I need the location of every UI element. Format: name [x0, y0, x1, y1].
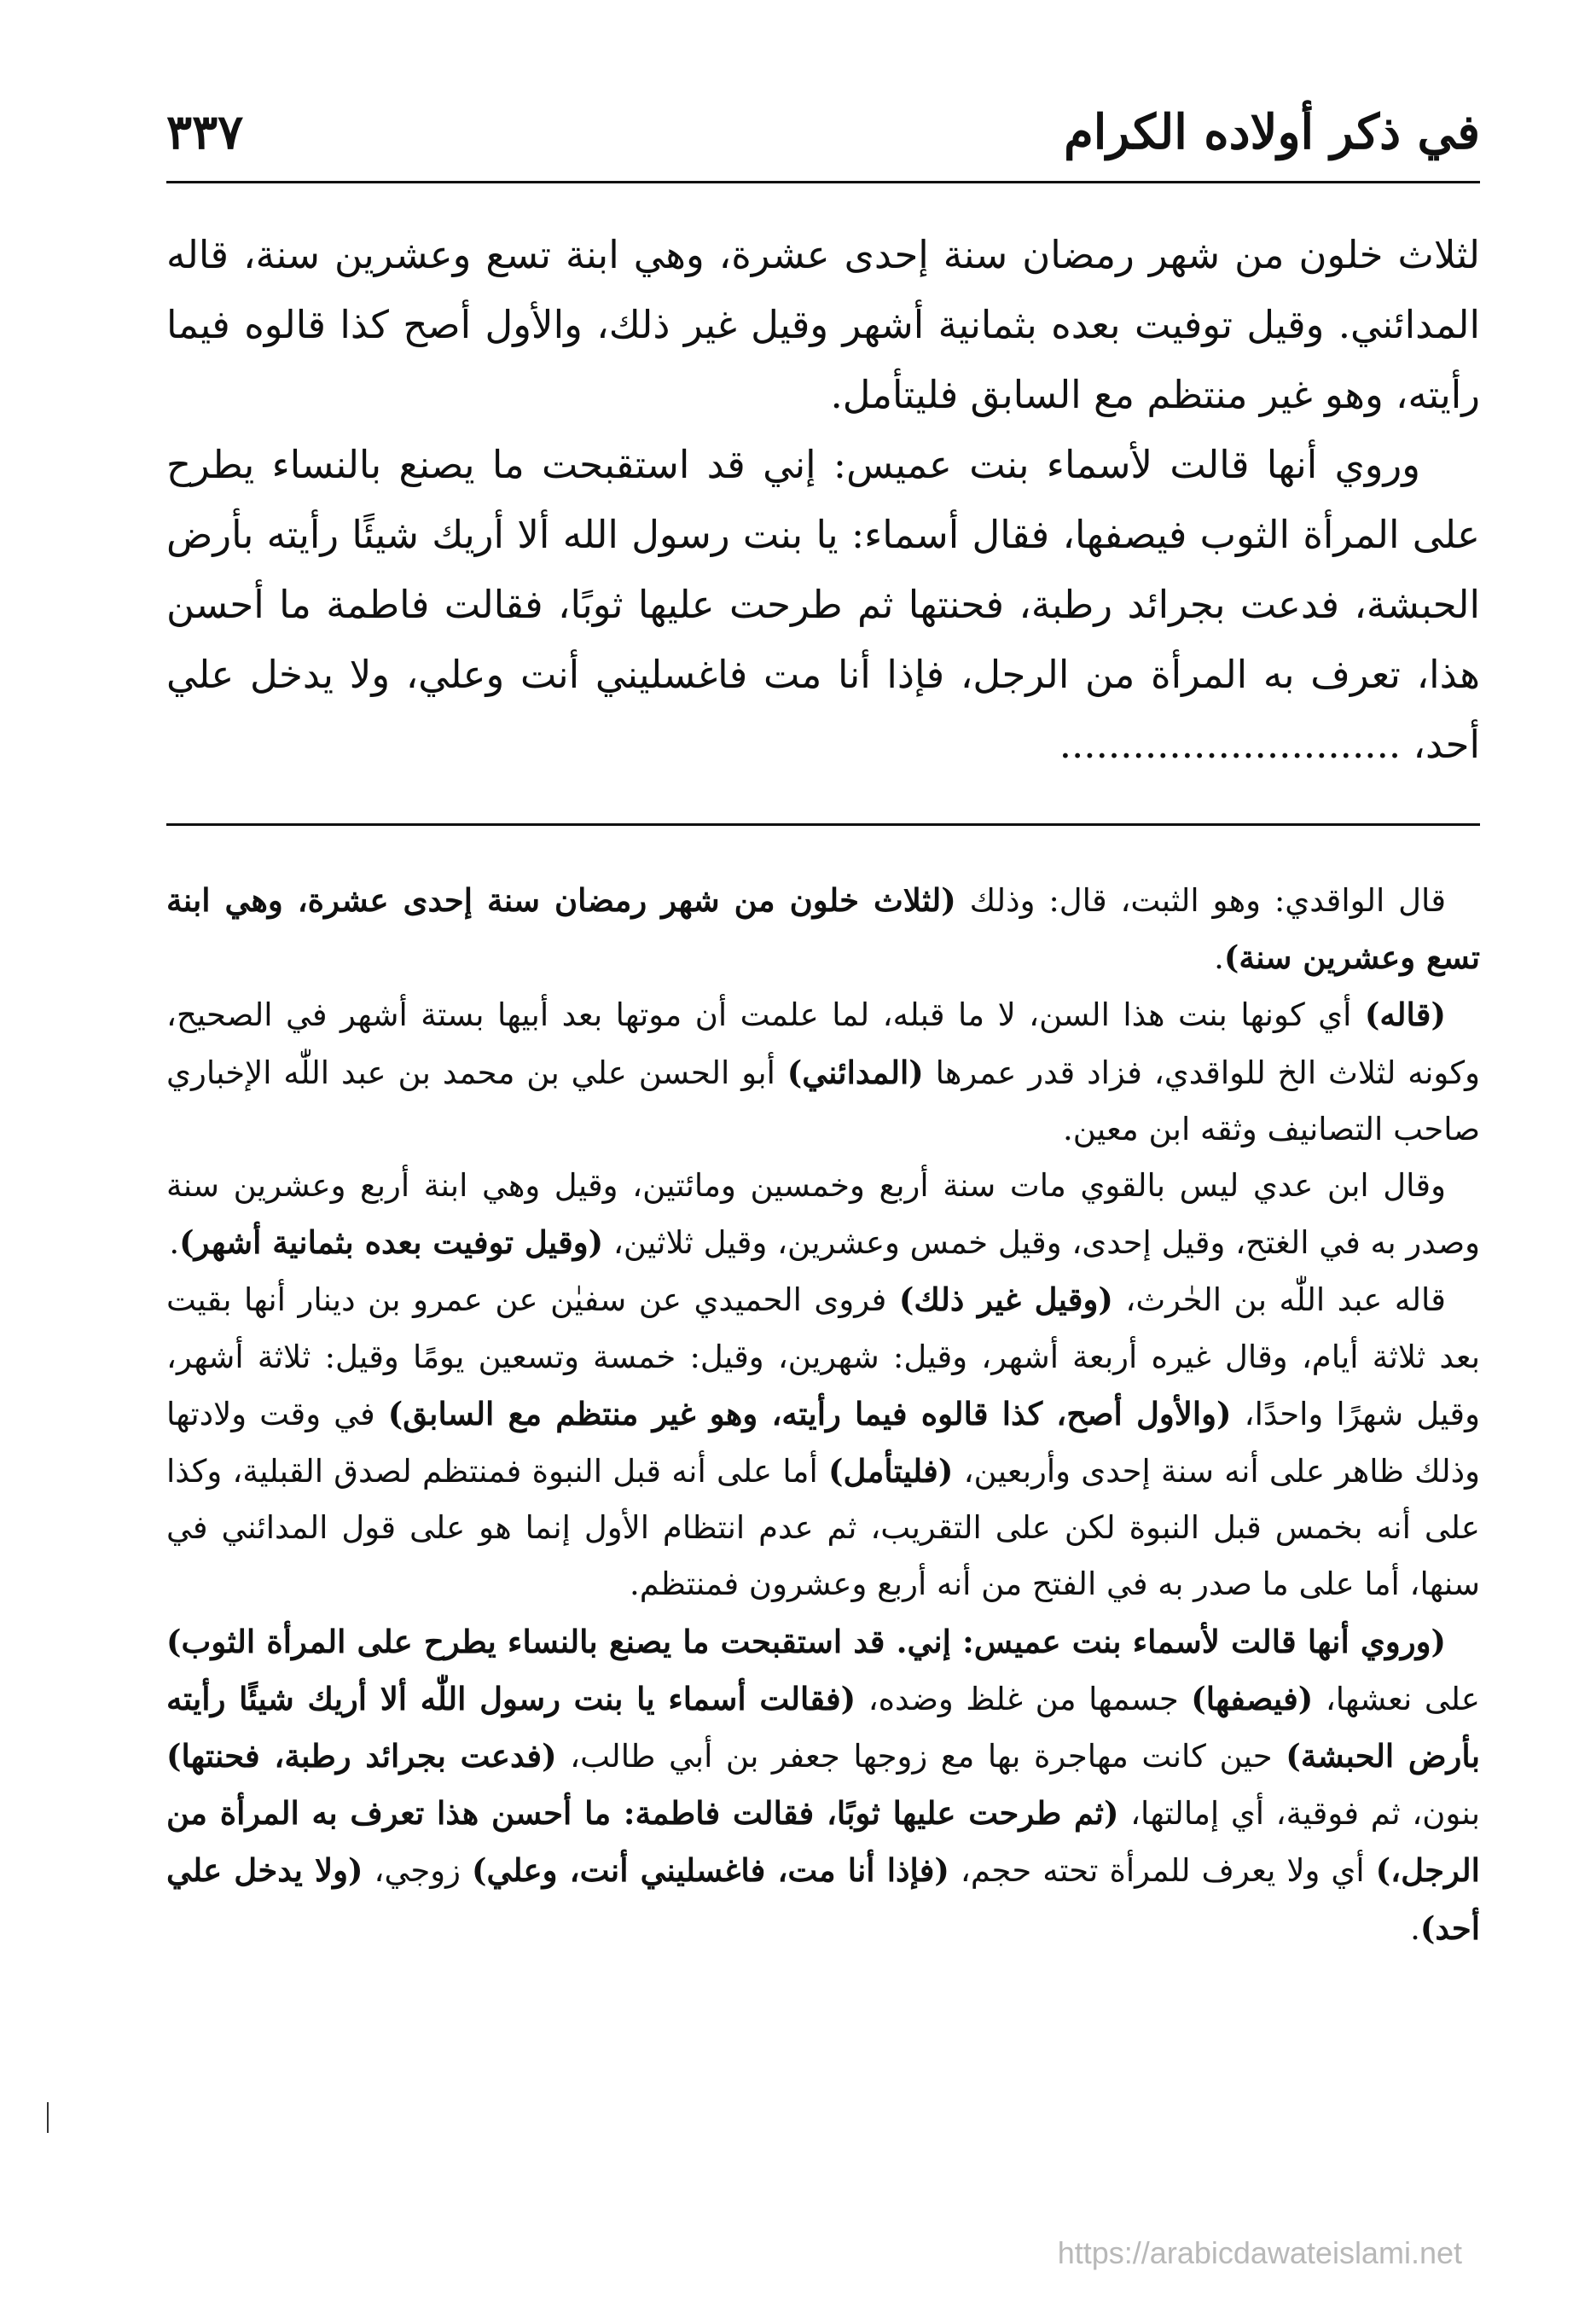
main-paragraph	[166, 430, 1480, 780]
commentary-quote: (فدعت بجرائد رطبة، فحنتها)	[166, 1737, 557, 1775]
commentary-quote: (فليتأمل)	[827, 1452, 954, 1490]
commentary-quote: (وقيل توفيت بعده بثمانية أشهر)	[179, 1223, 604, 1262]
commentary-quote: (وروي أنها قالت لأسماء بنت عميس: إني. قد استقبحت ما يصنع بالنساء يطرح على المرأة الثوب)	[166, 1622, 1446, 1660]
commentary-text: زوجي،	[363, 1852, 472, 1890]
margin-mark	[47, 2102, 49, 2133]
commentary-text: فروى الحميدي عن سفيٰن عن عمرو بن دينار أنها بقيت بعد ثلاثة أيام، وقال غيره أربعة أشهر، وقيل: شهرين، وقيل: خمسة وتسعين يومًا وقيل: ثلاثة أشهر، وقيل شهرًا واحدًا،	[166, 1281, 1480, 1432]
watermark-url: https://arabicdawateislami.net	[1057, 2235, 1462, 2270]
commentary-text: قال الواقدي: وهو الثبت، قال: وذلك	[955, 882, 1447, 919]
commentary-quote: (قاله)	[1364, 996, 1446, 1034]
page-header	[166, 85, 1480, 179]
commentary-text: .	[1410, 1909, 1420, 1947]
commentary-text: .	[1214, 939, 1224, 977]
commentary-paragraph	[166, 1613, 1480, 1957]
commentary-text: وقال ابن عدي ليس بالقوي مات سنة أربع وخمسين ومائتين، وقيل وهي ابنة أربع وعشرين سنة وصدر به في الغتح، وقيل إحدى، وقيل خمس وعشرين، وقيل ثلاثين،	[166, 1167, 1480, 1262]
commentary-text: جسمها من غلظ وضده،	[856, 1680, 1192, 1717]
commentary-text: .	[169, 1224, 180, 1262]
commentary-quote: (لثلاث خلون من شهر رمضان سنة إحدى عشرة، وهي ابنة تسع وعشرين سنة)	[166, 881, 1480, 977]
commentary-paragraph	[166, 986, 1480, 1158]
main-paragraph-text: لثلاث خلون من شهر رمضان سنة إحدى عشرة، وهي ابنة تسع وعشرين سنة، قاله المدائني. وقيل توفيت بعده بثمانية أشهر وقيل غير ذلك، والأول أصح كذا قالوه فيما رأيته، وهو غير منتظم مع السابق فليتأمل.	[166, 232, 1480, 417]
commentary-quote: (فإذا أنا مت، فاغسليني أنت، وعلي)	[471, 1851, 949, 1890]
commentary-paragraph	[166, 872, 1480, 986]
commentary-paragraph	[166, 1158, 1480, 1271]
commentary-text: حين كانت مهاجرة بها مع زوجها جعفر بن أبي طالب،	[556, 1738, 1286, 1775]
continuation-dots: ............................	[1059, 722, 1402, 767]
commentary-text: أبو الحسن علي بن محمد بن عبد اللّٰه الإخباري صاحب التصانيف وثقه ابن معين.	[166, 1054, 1480, 1147]
commentary-paragraph	[166, 1271, 1480, 1612]
main-paragraph	[166, 220, 1480, 430]
commentary-text: بنون، ثم فوقية، أي إمالتها،	[1118, 1795, 1480, 1833]
page-number: ٣٣٧	[166, 104, 244, 160]
commentary-text: أي كونها بنت هذا السن، لا ما قبله، لما علمت أن موتها بعد أبيها بستة أشهر في الصحيح، وكونه لثلاث الخ للواقدي، فزاد قدر عمرها	[166, 996, 1480, 1091]
commentary-text: أما على أنه قبل النبوة فمنتظم لصدق القبلية، وكذا على أنه بخمس قبل النبوة لكن على التقريب، ثم عدم انتظام الأول إنما هو على قول المدائني في سنها، أما على ما صدر به في الفتح من أنه أربع وعشرون فمنتظم.	[166, 1453, 1480, 1603]
commentary-text: في وقت ولادتها وذلك ظاهر على أنه سنة إحدى وأربعين،	[166, 1395, 1480, 1490]
commentary-text: على نعشها،	[1313, 1680, 1480, 1717]
commentary-quote: (وقيل غير ذلك)	[898, 1281, 1113, 1319]
commentary-quote: (ثم طرحت عليها ثوبًا، فقالت فاطمة: ما أحسن هذا تعرف به المرأة من الرجل،)	[166, 1794, 1480, 1890]
commentary-quote: (ولا يدخل علي أحد)	[166, 1851, 1480, 1947]
commentary	[166, 872, 1480, 1957]
commentary-quote: (فيصفها)	[1191, 1679, 1314, 1717]
commentary-quote: (فقالت أسماء يا بنت رسول اللّٰه ألا أريك شيئًا رأيته بأرض الحبشة)	[166, 1679, 1480, 1775]
main-text	[166, 220, 1480, 780]
header-rule	[166, 181, 1480, 183]
commentary-text: قاله عبد اللّٰه بن الحٰرث،	[1112, 1281, 1446, 1319]
commentary-quote: (والأول أصح، كذا قالوه فيما رأيته، وهو غير منتظم مع السابق)	[387, 1394, 1232, 1432]
commentary-quote: (المدائني)	[786, 1053, 924, 1091]
text-separator-rule	[166, 823, 1480, 826]
running-title: في ذكر أولاده الكرام	[1064, 104, 1480, 160]
commentary-text: أي ولا يعرف للمرأة تحته حجم،	[949, 1852, 1376, 1890]
main-paragraph-text: وروي أنها قالت لأسماء بنت عميس: إني قد استقبحت ما يصنع بالنساء يطرح على المرأة الثوب فيصفها، فقال أسماء: يا بنت رسول الله ألا أريك شيئًا رأيته بأرض الحبشة، فدعت بجرائد رطبة، فحنتها ثم طرحت عليها ثوبًا، فقالت فاطمة ما أحسن هذا، تعرف به المرأة من الرجل، فإذا أنا مت فاغسليني أنت وعلي، ولا يدخل علي أحد،	[166, 442, 1480, 767]
